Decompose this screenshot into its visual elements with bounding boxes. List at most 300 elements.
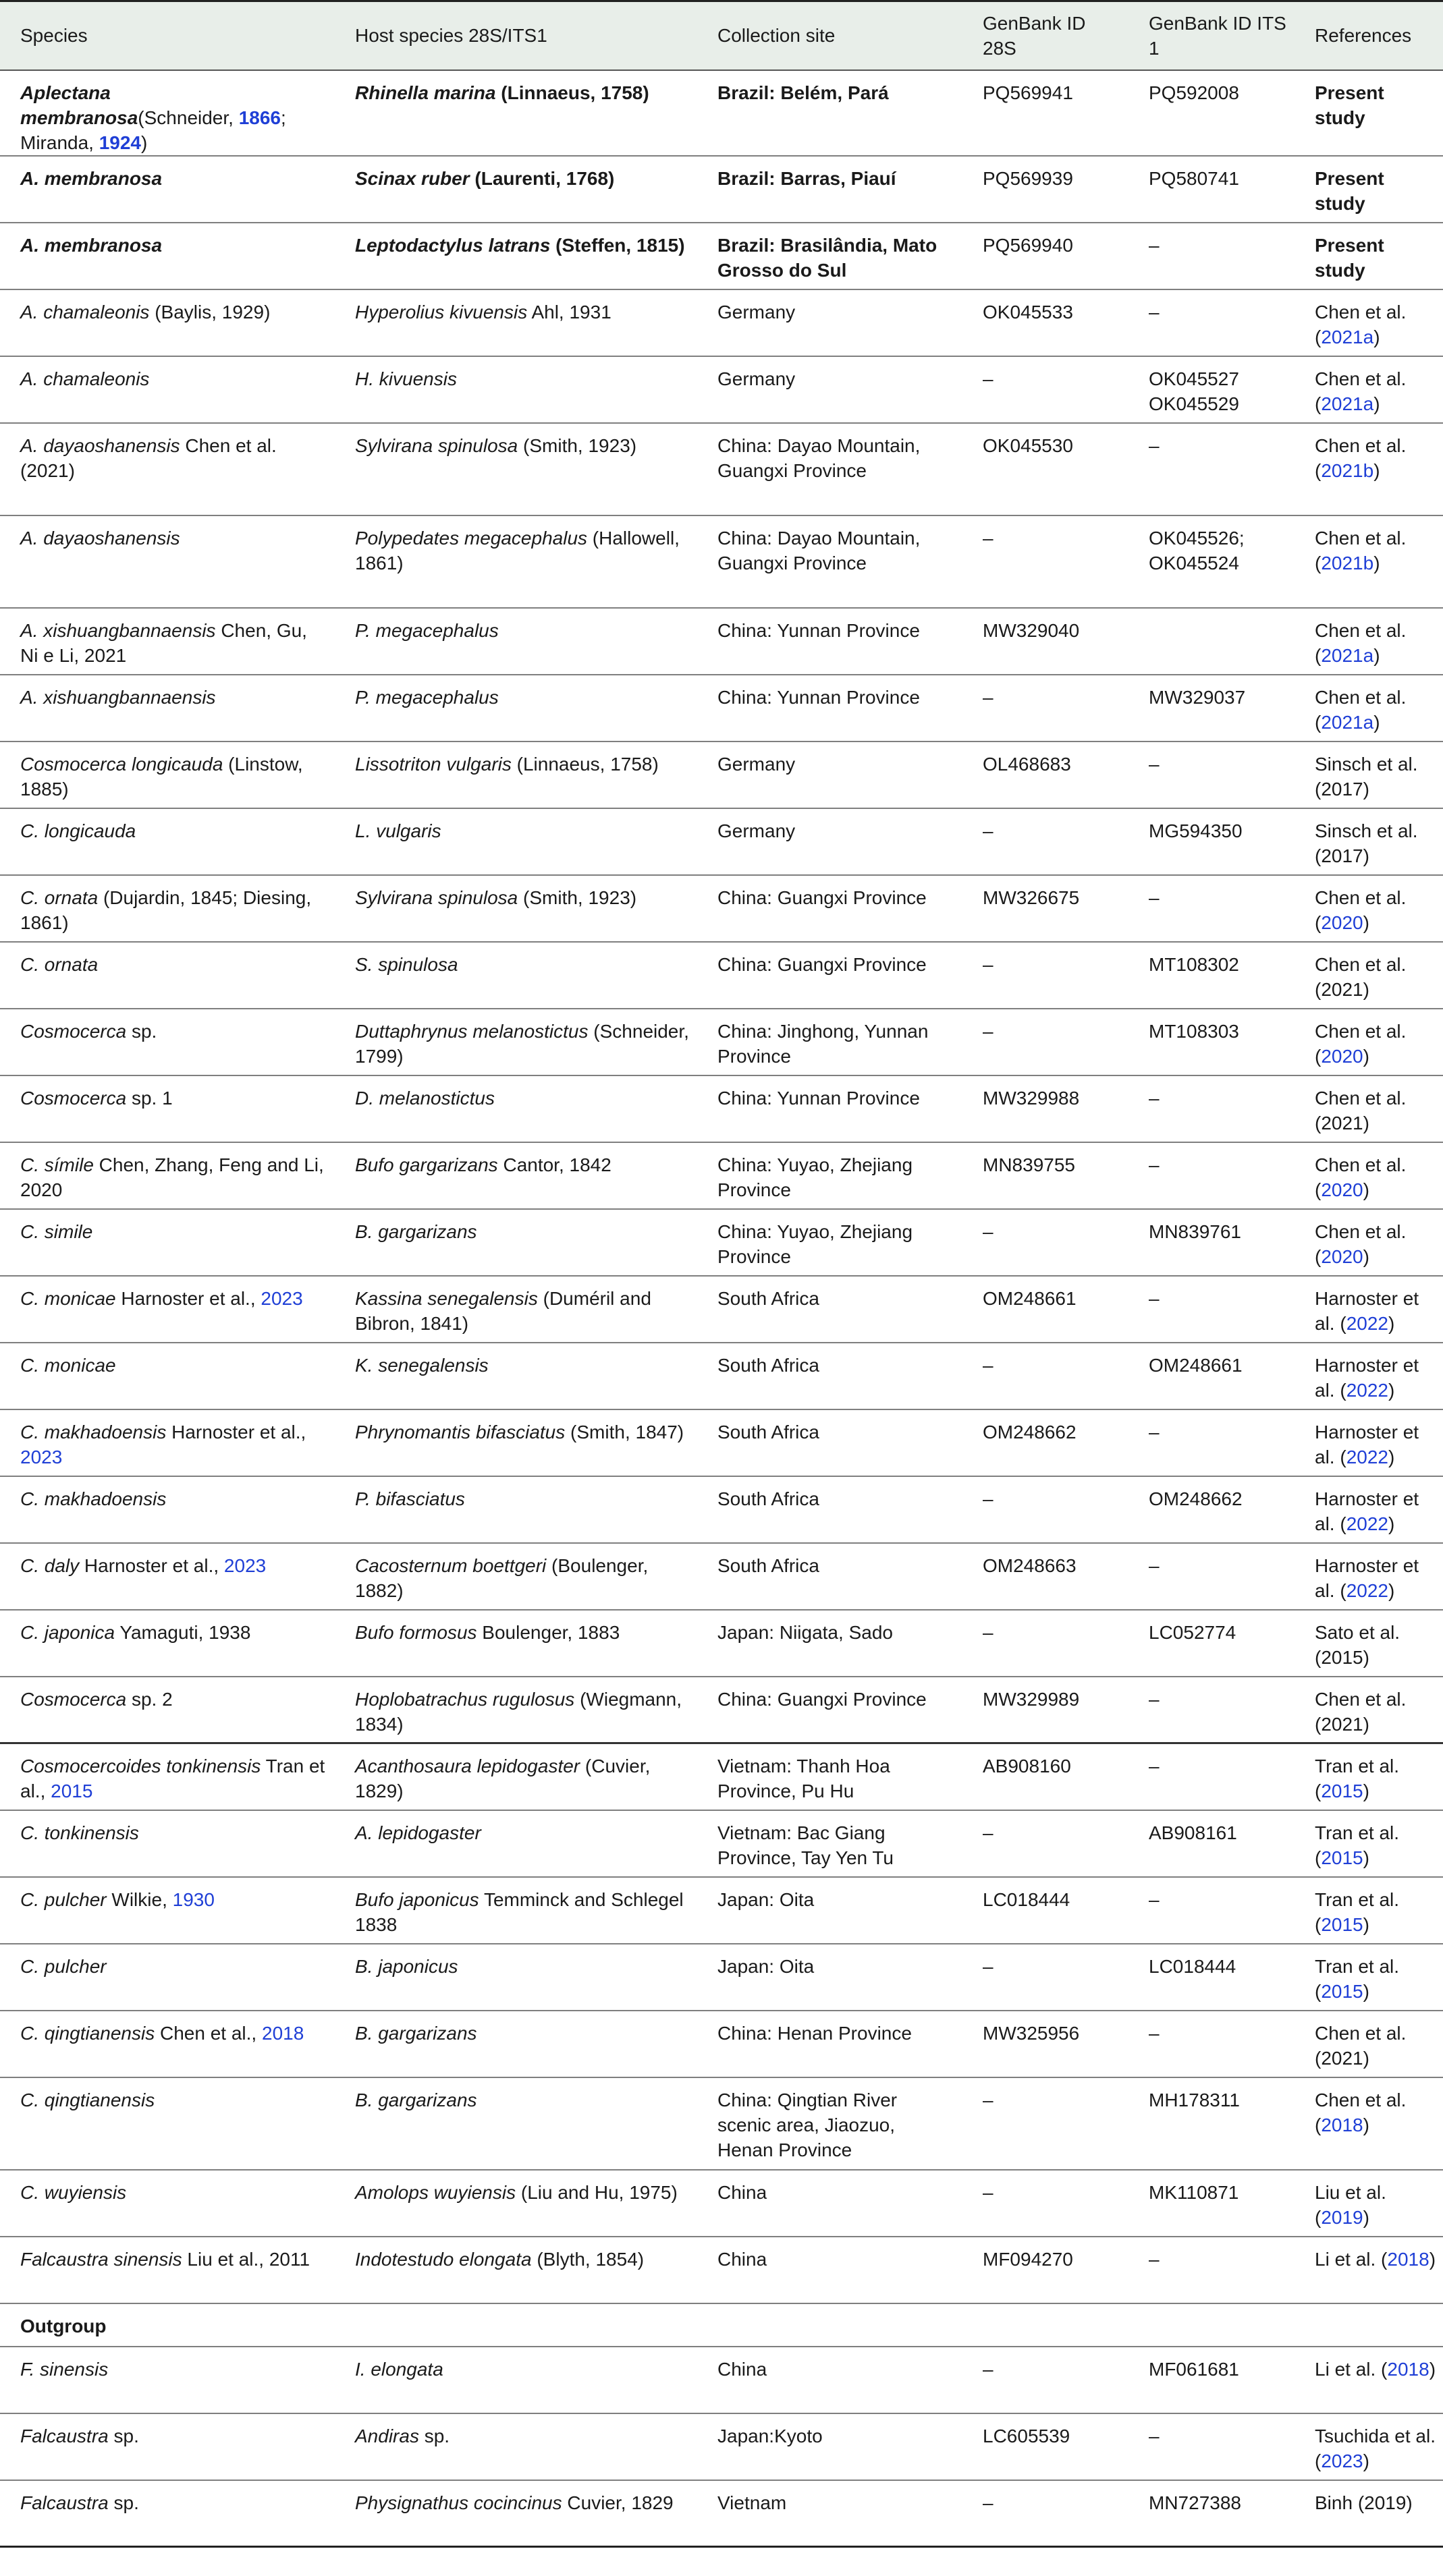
species-cell <box>0 1209 335 1276</box>
genbank-28s-cell: – <box>962 2170 1128 2237</box>
table-row <box>0 2077 1443 2170</box>
genbank-28s-cell: PQ569940 <box>962 223 1128 289</box>
species-name: C. ornata <box>20 887 99 908</box>
genbank-its1-cell: MT108303 <box>1128 1009 1295 1075</box>
species-name: Cosmocerca <box>20 1688 127 1710</box>
species-cell <box>0 608 335 675</box>
species-authority: sp. <box>108 2492 139 2513</box>
table-row <box>0 1610 1443 1677</box>
site-cell: South Africa <box>697 1409 962 1476</box>
citation-link[interactable]: 2020 <box>1321 912 1363 933</box>
genbank-its1-cell: – <box>1128 1543 1295 1610</box>
citation-link[interactable]: 2015 <box>1321 1980 1363 2002</box>
genbank-28s-cell: OK045533 <box>962 289 1128 356</box>
species-cell <box>0 2237 335 2303</box>
genbank-its1-cell: – <box>1128 2011 1295 2077</box>
species-name: C. monicae <box>20 1354 116 1376</box>
table-row <box>0 1276 1443 1343</box>
site-cell: China: Yuyao, Zhejiang Province <box>697 1142 962 1209</box>
host-cell <box>335 1944 697 2011</box>
host-name: Andiras <box>355 2425 419 2446</box>
reference-cell <box>1295 223 1443 289</box>
site-cell: China: Guangxi Province <box>697 875 962 942</box>
species-authority: sp. <box>126 1020 157 1042</box>
species-name: Aplectana membranosa <box>20 82 138 128</box>
host-name: Duttaphrynus melanostictus <box>355 1020 589 1042</box>
genbank-28s-cell: OM248662 <box>962 1409 1128 1476</box>
host-name: Bufo japonicus <box>355 1888 479 1910</box>
host-name: B. gargarizans <box>355 2089 477 2110</box>
reference-cell <box>1295 2011 1443 2077</box>
table-body <box>0 70 1443 2547</box>
species-authority: Chen, Zhang, Feng and Li, 2020 <box>20 1154 324 1200</box>
reference-cell <box>1295 608 1443 675</box>
genbank-28s-cell: – <box>962 1476 1128 1543</box>
species-cell <box>0 2077 335 2170</box>
host-name: Hoplobatrachus rugulosus <box>355 1688 575 1710</box>
species-cell <box>0 156 335 223</box>
species-cell <box>0 1343 335 1409</box>
genbank-28s-cell: – <box>962 1343 1128 1409</box>
reference-text: ) <box>1363 912 1369 933</box>
species-name: Cosmocerca <box>20 1087 127 1109</box>
reference-cell <box>1295 942 1443 1009</box>
site-cell: China: Yunnan Province <box>697 1075 962 1142</box>
reference-cell <box>1295 675 1443 741</box>
host-cell <box>335 2347 697 2413</box>
genbank-its1-cell: – <box>1128 2413 1295 2480</box>
species-name: Falcaustra sinensis <box>20 2248 182 2270</box>
host-name: D. melanostictus <box>355 1087 495 1109</box>
species-cell <box>0 2347 335 2413</box>
citation-link[interactable]: 2015 <box>1321 1847 1363 1868</box>
site-cell: China <box>697 2347 962 2413</box>
site-cell: China: Dayao Mountain, Guangxi Province <box>697 423 962 515</box>
species-authority: Chen, Gu, Ni e Li, 2021 <box>20 619 307 666</box>
site-cell: Germany <box>697 808 962 875</box>
section-label: Outgroup <box>20 2315 107 2336</box>
host-cell <box>335 808 697 875</box>
host-cell <box>335 675 697 741</box>
host-authority: (Liu and Hu, 1975) <box>516 2181 678 2203</box>
header-genbank-its1: GenBank ID ITS 1 <box>1128 1 1295 70</box>
genbank-its1-cell: OK045527 OK045529 <box>1128 356 1295 423</box>
reference-text: ) <box>1373 711 1380 733</box>
species-authority: (Baylis, 1929) <box>149 301 271 323</box>
table-row <box>0 875 1443 942</box>
species-name: C. makhadoensis <box>20 1421 167 1443</box>
species-authority: Harnoster et al., <box>166 1421 306 1443</box>
site-cell: Brazil: Belém, Pará <box>697 70 962 156</box>
host-name: P. bifasciatus <box>355 1488 465 1509</box>
reference-text: ) <box>1363 2114 1369 2135</box>
site-cell: Germany <box>697 289 962 356</box>
species-authority: (Dujardin, 1845; Diesing, 1861) <box>20 887 312 933</box>
reference-text: ) <box>1388 1579 1395 1601</box>
reference-cell <box>1295 1610 1443 1677</box>
genbank-its1-cell: PQ580741 <box>1128 156 1295 223</box>
citation-link[interactable]: 2023 <box>20 1446 63 1467</box>
citation-link[interactable]: 2022 <box>1346 1379 1388 1401</box>
citation-link[interactable]: 2021a <box>1321 711 1374 733</box>
reference-cell <box>1295 1409 1443 1476</box>
citation-link[interactable]: 2020 <box>1321 1045 1363 1067</box>
species-name: A. dayaoshanensis <box>20 527 180 549</box>
host-authority: (Linnaeus, 1758) <box>511 753 659 775</box>
species-name: C. ornata <box>20 953 99 975</box>
citation-link[interactable]: 2023 <box>1321 2450 1363 2471</box>
reference-text: Harnoster et al. ( <box>1315 1555 1419 1601</box>
table-row <box>0 1677 1443 1743</box>
host-name: Cacosternum boettgeri <box>355 1555 547 1576</box>
citation-link[interactable]: 1924 <box>99 132 142 153</box>
species-name: A. dayaoshanensis <box>20 435 180 456</box>
citation-link[interactable]: 2020 <box>1321 1245 1363 1267</box>
reference-text: ) <box>1373 552 1380 573</box>
species-authority: Harnoster et al., <box>115 1287 261 1309</box>
host-name: Hyperolius kivuensis <box>355 301 528 323</box>
species-name: C. qingtianensis <box>20 2089 155 2110</box>
genbank-its1-cell: MF061681 <box>1128 2347 1295 2413</box>
reference-text: Tran et al. ( <box>1315 1756 1400 1801</box>
citation-link[interactable]: 2023 <box>223 1555 267 1576</box>
host-cell <box>335 2480 697 2547</box>
genbank-28s-cell: – <box>962 1944 1128 2011</box>
reference-text: ) <box>1363 1847 1369 1868</box>
reference-text: Present study <box>1315 234 1384 281</box>
citation-link[interactable]: 1930 <box>172 1888 215 1910</box>
species-cell <box>0 1810 335 1877</box>
genbank-28s-cell: – <box>962 942 1128 1009</box>
species-name: Cosmocerca <box>20 1020 127 1042</box>
reference-cell <box>1295 2480 1443 2547</box>
host-authority: (Linnaeus, 1758) <box>495 82 649 103</box>
genbank-28s-cell: MW329040 <box>962 608 1128 675</box>
citation-link[interactable]: 2022 <box>1346 1446 1388 1467</box>
species-name: A. xishuangbannaensis <box>20 619 216 641</box>
host-authority: Boulenger, 1883 <box>477 1621 620 1643</box>
site-cell: China <box>697 2237 962 2303</box>
host-authority: (Blyth, 1854) <box>531 2248 645 2270</box>
host-cell <box>335 1142 697 1209</box>
table-row <box>0 2413 1443 2480</box>
citation-link[interactable]: 2022 <box>1346 1312 1388 1334</box>
genbank-its1-cell: – <box>1128 1743 1295 1810</box>
species-cell <box>0 1610 335 1677</box>
species-authority: Liu et al., 2011 <box>182 2248 310 2270</box>
host-name: Acanthosaura lepidogaster <box>355 1756 580 1776</box>
species-name: A. membranosa <box>20 234 163 256</box>
site-cell: South Africa <box>697 1276 962 1343</box>
reference-text: ) <box>1363 1245 1369 1267</box>
reference-text: ) <box>1388 1513 1395 1534</box>
table-row <box>0 1209 1443 1276</box>
header-species: Species <box>0 1 335 70</box>
site-cell: Brazil: Brasilândia, Mato Grosso do Sul <box>697 223 962 289</box>
site-cell: South Africa <box>697 1343 962 1409</box>
reference-text: Chen et al. ( <box>1315 301 1407 347</box>
host-name: Bufo formosus <box>355 1621 477 1643</box>
species-name: C. makhadoensis <box>20 1488 167 1509</box>
reference-text: ) <box>1429 2358 1436 2380</box>
citation-link[interactable]: 2021b <box>1321 552 1374 573</box>
species-cell <box>0 2413 335 2480</box>
reference-cell <box>1295 2077 1443 2170</box>
table-row <box>0 1075 1443 1142</box>
species-authority: ; Miranda, <box>20 107 286 153</box>
species-authority: ) <box>141 132 148 153</box>
host-name: Polypedates megacephalus <box>355 527 588 549</box>
reference-text: ) <box>1363 2206 1369 2228</box>
reference-cell <box>1295 1009 1443 1075</box>
reference-text: Chen et al. ( <box>1315 1221 1407 1267</box>
table-row <box>0 1142 1443 1209</box>
species-name: C. pulcher <box>20 1888 107 1910</box>
host-cell <box>335 2011 697 2077</box>
reference-cell <box>1295 356 1443 423</box>
reference-text: Sato et al. (2015) <box>1315 1621 1400 1668</box>
genbank-28s-cell: – <box>962 2480 1128 2547</box>
header-references: References <box>1295 1 1443 70</box>
citation-link[interactable]: 2021a <box>1321 393 1374 414</box>
reference-text: Chen et al. (2021) <box>1315 1087 1407 1133</box>
species-cell <box>0 2480 335 2547</box>
host-authority: Cuvier, 1829 <box>562 2492 674 2513</box>
table-row <box>0 1476 1443 1543</box>
host-name: Sylvirana spinulosa <box>355 435 518 456</box>
citation-link[interactable]: 2018 <box>1387 2248 1430 2270</box>
table-row <box>0 356 1443 423</box>
species-name: Falcaustra <box>20 2425 109 2446</box>
species-name: C. monicae <box>20 1287 116 1309</box>
genbank-its1-cell: – <box>1128 1677 1295 1743</box>
site-cell: Vietnam <box>697 2480 962 2547</box>
site-cell: China: Guangxi Province <box>697 942 962 1009</box>
genbank-its1-cell: MT108302 <box>1128 942 1295 1009</box>
reference-text: Li et al. ( <box>1315 2248 1388 2270</box>
genbank-its1-cell: – <box>1128 1877 1295 1944</box>
host-name: Kassina senegalensis <box>355 1287 538 1309</box>
reference-text: ) <box>1388 1312 1395 1334</box>
genbank-28s-cell: – <box>962 808 1128 875</box>
reference-cell <box>1295 1810 1443 1877</box>
genbank-its1-cell: – <box>1128 2237 1295 2303</box>
reference-text: ) <box>1373 459 1380 481</box>
citation-link[interactable]: 2021b <box>1321 459 1374 481</box>
table-row <box>0 808 1443 875</box>
citation-link[interactable]: 2022 <box>1346 1579 1388 1601</box>
genbank-28s-cell: OL468683 <box>962 741 1128 808</box>
genbank-28s-cell: – <box>962 1610 1128 1677</box>
host-cell <box>335 223 697 289</box>
genbank-28s-cell: MN839755 <box>962 1142 1128 1209</box>
host-cell <box>335 1677 697 1743</box>
reference-text: Present study <box>1315 167 1384 214</box>
site-cell: China: Yuyao, Zhejiang Province <box>697 1209 962 1276</box>
host-name: B. gargarizans <box>355 1221 477 1242</box>
species-name: A. chamaleonis <box>20 301 150 323</box>
citation-link[interactable]: 2015 <box>1321 1913 1363 1935</box>
species-authority: (Linstow, 1885) <box>20 753 303 800</box>
header-genbank-28s: GenBank ID 28S <box>962 1 1128 70</box>
reference-text: ) <box>1363 1045 1369 1067</box>
genbank-its1-cell: MH178311 <box>1128 2077 1295 2170</box>
reference-cell <box>1295 2347 1443 2413</box>
reference-text: Chen et al. (2021) <box>1315 1688 1407 1735</box>
genbank-its1-cell: – <box>1128 1142 1295 1209</box>
site-cell: China: Henan Province <box>697 2011 962 2077</box>
host-name: Lissotriton vulgaris <box>355 753 512 775</box>
reference-text: Chen et al. ( <box>1315 1020 1407 1067</box>
reference-cell <box>1295 156 1443 223</box>
species-name: Cosmocerca longicauda <box>20 753 223 775</box>
citation-link[interactable]: 2015 <box>51 1781 93 1801</box>
host-cell <box>335 1343 697 1409</box>
species-cell <box>0 1276 335 1343</box>
species-cell <box>0 675 335 741</box>
reference-text: ) <box>1363 1179 1369 1200</box>
reference-cell <box>1295 1877 1443 1944</box>
reference-text: Tran et al. ( <box>1315 1822 1400 1868</box>
species-authority: sp. 2 <box>126 1688 173 1710</box>
host-cell <box>335 1877 697 1944</box>
species-cell <box>0 1142 335 1209</box>
reference-text: Harnoster et al. ( <box>1315 1421 1419 1467</box>
citation-link[interactable]: 1866 <box>238 107 281 128</box>
species-cell <box>0 289 335 356</box>
reference-cell <box>1295 1075 1443 1142</box>
table-row <box>0 2347 1443 2413</box>
species-authority: Harnoster et al., <box>79 1555 224 1576</box>
header-site: Collection site <box>697 1 962 70</box>
host-cell <box>335 423 697 515</box>
citation-link[interactable]: 2018 <box>262 2022 304 2044</box>
species-name: C. wuyiensis <box>20 2181 127 2203</box>
site-cell: Japan: Niigata, Sado <box>697 1610 962 1677</box>
host-name: Physignathus cocincinus <box>355 2492 562 2513</box>
genbank-28s-cell: OM248661 <box>962 1276 1128 1343</box>
species-cell <box>0 942 335 1009</box>
genbank-its1-cell: LC052774 <box>1128 1610 1295 1677</box>
host-cell <box>335 942 697 1009</box>
species-name: F. sinensis <box>20 2358 109 2380</box>
host-cell <box>335 1476 697 1543</box>
citation-link[interactable]: 2020 <box>1321 1179 1363 1200</box>
site-cell: Vietnam: Bac Giang Province, Tay Yen Tu <box>697 1810 962 1877</box>
genbank-28s-cell: LC018444 <box>962 1877 1128 1944</box>
host-cell <box>335 356 697 423</box>
citation-link[interactable]: 2022 <box>1346 1513 1388 1534</box>
host-name: P. megacephalus <box>355 686 499 708</box>
species-cell <box>0 1944 335 2011</box>
reference-cell <box>1295 1142 1443 1209</box>
reference-text: ) <box>1363 1980 1369 2002</box>
table-row <box>0 608 1443 675</box>
host-name: Scinax ruber <box>355 167 470 189</box>
header-host: Host species 28S/ITS1 <box>335 1 697 70</box>
reference-cell <box>1295 808 1443 875</box>
species-name: A. xishuangbannaensis <box>20 686 216 708</box>
genbank-its1-cell: OM248662 <box>1128 1476 1295 1543</box>
reference-text: Sinsch et al. (2017) <box>1315 753 1418 800</box>
species-cell <box>0 223 335 289</box>
host-cell <box>335 2413 697 2480</box>
genbank-28s-cell: – <box>962 515 1128 608</box>
species-authority: Tran et al., <box>20 1756 325 1801</box>
genbank-28s-cell: LC605539 <box>962 2413 1128 2480</box>
reference-cell <box>1295 1743 1443 1810</box>
citation-link[interactable]: 2018 <box>1321 2114 1363 2135</box>
reference-text: ) <box>1388 1379 1395 1401</box>
site-cell: South Africa <box>697 1476 962 1543</box>
host-authority: Ahl, 1931 <box>527 301 611 323</box>
table-row <box>0 2480 1443 2547</box>
host-name: Phrynomantis bifasciatus <box>355 1421 566 1443</box>
species-authority: (Schneider, <box>138 107 239 128</box>
species-cell <box>0 808 335 875</box>
table-row <box>0 515 1443 608</box>
host-name: B. japonicus <box>355 1955 458 1977</box>
species-authority: sp. <box>108 2425 139 2446</box>
table-row <box>0 741 1443 808</box>
species-cell <box>0 515 335 608</box>
reference-text: ) <box>1388 1446 1395 1467</box>
citation-link[interactable]: 2018 <box>1387 2358 1430 2380</box>
reference-text: Chen et al. (2021) <box>1315 953 1407 1000</box>
host-name: Sylvirana spinulosa <box>355 887 518 908</box>
species-name: C. qingtianensis <box>20 2022 155 2044</box>
table-row <box>0 156 1443 223</box>
table-row <box>0 1543 1443 1610</box>
genbank-28s-cell: MW325956 <box>962 2011 1128 2077</box>
genbank-its1-cell: OM248661 <box>1128 1343 1295 1409</box>
host-cell <box>335 2077 697 2170</box>
citation-link[interactable]: 2015 <box>1321 1781 1363 1801</box>
reference-text: Harnoster et al. ( <box>1315 1354 1419 1401</box>
species-name: A. chamaleonis <box>20 368 150 389</box>
reference-cell <box>1295 1944 1443 2011</box>
table-row <box>0 289 1443 356</box>
host-name: K. senegalensis <box>355 1354 489 1376</box>
citation-link[interactable]: 2021a <box>1321 644 1374 666</box>
reference-text: ) <box>1363 2450 1369 2471</box>
species-cell <box>0 2170 335 2237</box>
reference-text: Chen et al. ( <box>1315 887 1407 933</box>
genbank-its1-cell: – <box>1128 223 1295 289</box>
genbank-its1-cell: – <box>1128 423 1295 515</box>
site-cell: Vietnam: Thanh Hoa Province, Pu Hu <box>697 1743 962 1810</box>
species-authority: Chen et al. (2021) <box>20 435 277 481</box>
citation-link[interactable]: 2019 <box>1321 2206 1363 2228</box>
site-cell: China: Yunnan Province <box>697 675 962 741</box>
table-row <box>0 675 1443 741</box>
table-row <box>0 70 1443 156</box>
citation-link[interactable]: 2023 <box>261 1287 303 1309</box>
table-row <box>0 1810 1443 1877</box>
host-authority: (Smith, 1923) <box>518 435 637 456</box>
section-row <box>0 2303 1443 2347</box>
table-row <box>0 942 1443 1009</box>
genbank-28s-cell: MW329988 <box>962 1075 1128 1142</box>
species-authority: Yamaguti, 1938 <box>115 1621 251 1643</box>
species-name: C. símile <box>20 1154 94 1175</box>
citation-link[interactable]: 2021a <box>1321 326 1374 347</box>
reference-text: Chen et al. ( <box>1315 619 1407 666</box>
site-cell: South Africa <box>697 1543 962 1610</box>
table-row <box>0 2170 1443 2237</box>
site-cell: Germany <box>697 356 962 423</box>
species-authority: Chen et al., <box>155 2022 262 2044</box>
